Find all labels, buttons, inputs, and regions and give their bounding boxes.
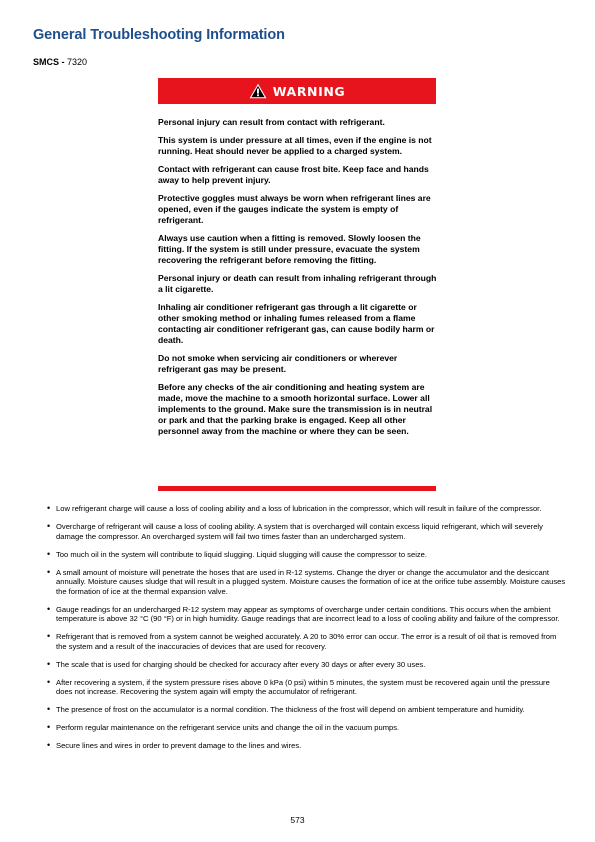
list-item: • A small amount of moisture will penetrate the hoses that are used in R-12 systems. Change the dryer or change the accumulator and the desiccant annually. Moisture causes sludge that will result in a plugged system. Moisture causes the formation of ice at the orifice tube assembly. Moisture causes the formation of ice at the thermal expansion valve. — [48, 568, 568, 597]
page-title: General Troubleshooting Information — [33, 27, 285, 43]
list-item: • Gauge readings for an undercharged R-12 system may appear as symptoms of overcharge under certain conditions. This occurs when the ambient temperature is above 32 °C (90 °F) or in high humidity. Gauge readings that are incorrect lead to a loss of cooling ability and failure of the compressor. — [48, 605, 568, 624]
smcs-code — [33, 57, 87, 67]
list-item: • Low refrigerant charge will cause a loss of cooling ability and a loss of lubrication in the compressor, which will result in failure of the compressor. — [48, 504, 568, 514]
smcs-label: SMCS - — [33, 57, 68, 67]
list-item: • The scale that is used for charging should be checked for accuracy after every 30 days or after every 30 uses. — [48, 660, 568, 670]
list-item: • The presence of frost on the accumulator is a normal condition. The thickness of the frost will depend on ambient temperature and humidity. — [48, 705, 568, 715]
warning-paragraph: Protective goggles must always be worn when refrigerant lines are opened, even if the gauges indicate the system is empty of refrigerant. — [158, 193, 431, 225]
warning-paragraph: Inhaling air conditioner refrigerant gas through a lit cigarette or other smoking method or inhaling fumes released from a flame contacting air conditioner refrigerant gas, can cause bodily harm or death. — [158, 302, 435, 345]
page-number: 573 — [290, 815, 305, 825]
troubleshooting-list — [48, 504, 568, 759]
warning-paragraph: Do not smoke when servicing air conditioners or wherever refrigerant gas may be present. — [158, 353, 398, 374]
warning-paragraph: Contact with refrigerant can cause frost bite. Keep face and hands away to help prevent injury. — [158, 164, 429, 185]
warning-bottom-rule — [158, 486, 436, 491]
warning-paragraph: Personal injury can result from contact with refrigerant. — [158, 117, 385, 127]
list-item: • Too much oil in the system will contribute to liquid slugging. Liquid slugging will cause the compressor to seize. — [48, 550, 568, 560]
warning-banner — [158, 78, 436, 104]
warning-paragraph: Personal injury or death can result from inhaling refrigerant through a lit cigarette. — [158, 273, 437, 294]
list-item: • Perform regular maintenance on the refrigerant service units and change the oil in the vacuum pumps. — [48, 723, 568, 733]
warning-paragraph: Before any checks of the air conditioning and heating system are made, move the machine to a smooth horizontal surface. Lower all implements to the ground. Make sure the transmission is in neutral or park and that the parking brake is engaged. Keep all other personnel away from the machine or where they can be seen. — [158, 382, 433, 436]
warning-paragraph: Always use caution when a fitting is removed. Slowly loosen the fitting. If the system is still under pressure, evacuate the system recovering the refrigerant before removing the fitting. — [158, 233, 421, 265]
warning-paragraph: This system is under pressure at all times, even if the engine is not running. Heat should never be applied to a charged system. — [158, 135, 432, 156]
warning-body — [158, 117, 440, 444]
list-item: • Overcharge of refrigerant will cause a loss of cooling ability. A system that is overcharged will contain excess liquid refrigerant, which will severely damage the compressor. An overcharged system will fail two times faster than an undercharged system. — [48, 522, 568, 541]
warning-label: WARNING — [272, 83, 346, 99]
list-item: • Refrigerant that is removed from a system cannot be weighed accurately. A 20 to 30% error can occur. The error is a result of oil that is removed from the system and a result of the inaccuracies of devices that are used for recovery. — [48, 632, 568, 651]
warning-triangle-icon — [249, 83, 267, 99]
smcs-value: 7320 — [67, 57, 88, 67]
list-item: • After recovering a system, if the system pressure rises above 0 kPa (0 psi) within 5 minutes, the system must be recovered again until the pressure does not increase. Recovering the system again will empty the accumulator of refrigerant. — [48, 678, 568, 697]
list-item: • Secure lines and wires in order to prevent damage to the lines and wires. — [48, 741, 568, 751]
